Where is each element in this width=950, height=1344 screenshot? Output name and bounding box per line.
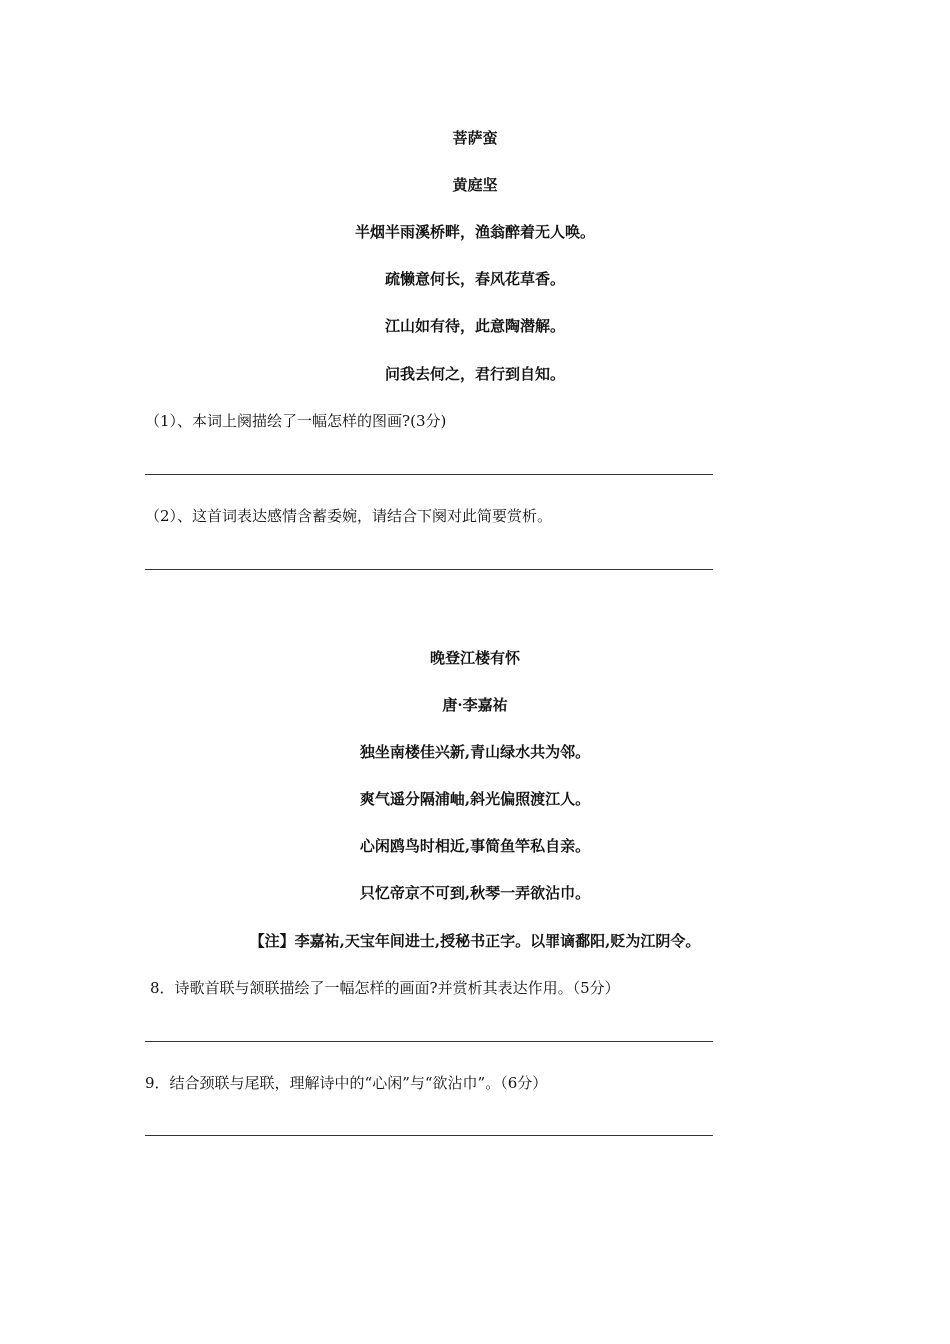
answer-line-2 xyxy=(145,569,713,570)
question-9: 9．结合颈联与尾联，理解诗中的“心闲”与“欲沾巾”。（6分） xyxy=(145,1074,548,1092)
poem2-line-1: 独坐南楼佳兴新,青山绿水共为邻。 xyxy=(359,743,591,761)
question-8: 8．诗歌首联与颔联描绘了一幅怎样的画面?并赏析其表达作用。（5分） xyxy=(150,979,620,997)
poem1-title: 菩萨蛮 xyxy=(452,129,498,147)
poem1-line-1: 半烟半雨溪桥畔，渔翁醉着无人唤。 xyxy=(354,223,595,241)
poem1-question-1: （1）、本词上阕描绘了一幅怎样的图画?(3分) xyxy=(145,412,447,430)
poem2-author: 唐·李嘉祐 xyxy=(442,696,508,714)
poem2-title: 晚登江楼有怀 xyxy=(429,649,520,667)
poem1-line-3: 江山如有待，此意陶潜解。 xyxy=(384,317,565,335)
poem2-line-2: 爽气遥分隔浦岫,斜光偏照渡江人。 xyxy=(359,790,591,808)
poem1-author: 黄庭坚 xyxy=(452,176,498,194)
poem1-line-4: 问我去何之，君行到自知。 xyxy=(384,365,565,383)
poem2-line-4: 只忆帝京不可到,秋琴一弄欲沾巾。 xyxy=(359,884,591,902)
answer-line-4 xyxy=(145,1135,713,1136)
poem1-question-2: （2）、这首词表达感情含蓄委婉，请结合下阕对此简要赏析。 xyxy=(145,507,553,525)
poem1-line-2: 疏懒意何长，春风花草香。 xyxy=(384,270,565,288)
poem2-line-3: 心闲鸥鸟时相近,事简鱼竿私自亲。 xyxy=(359,837,591,855)
answer-line-3 xyxy=(145,1041,713,1042)
poem2-note: 【注】李嘉祐,天宝年间进士,授秘书正字。以罪谪鄱阳,贬为江阴令。 xyxy=(249,932,701,950)
answer-line-1 xyxy=(145,474,713,475)
